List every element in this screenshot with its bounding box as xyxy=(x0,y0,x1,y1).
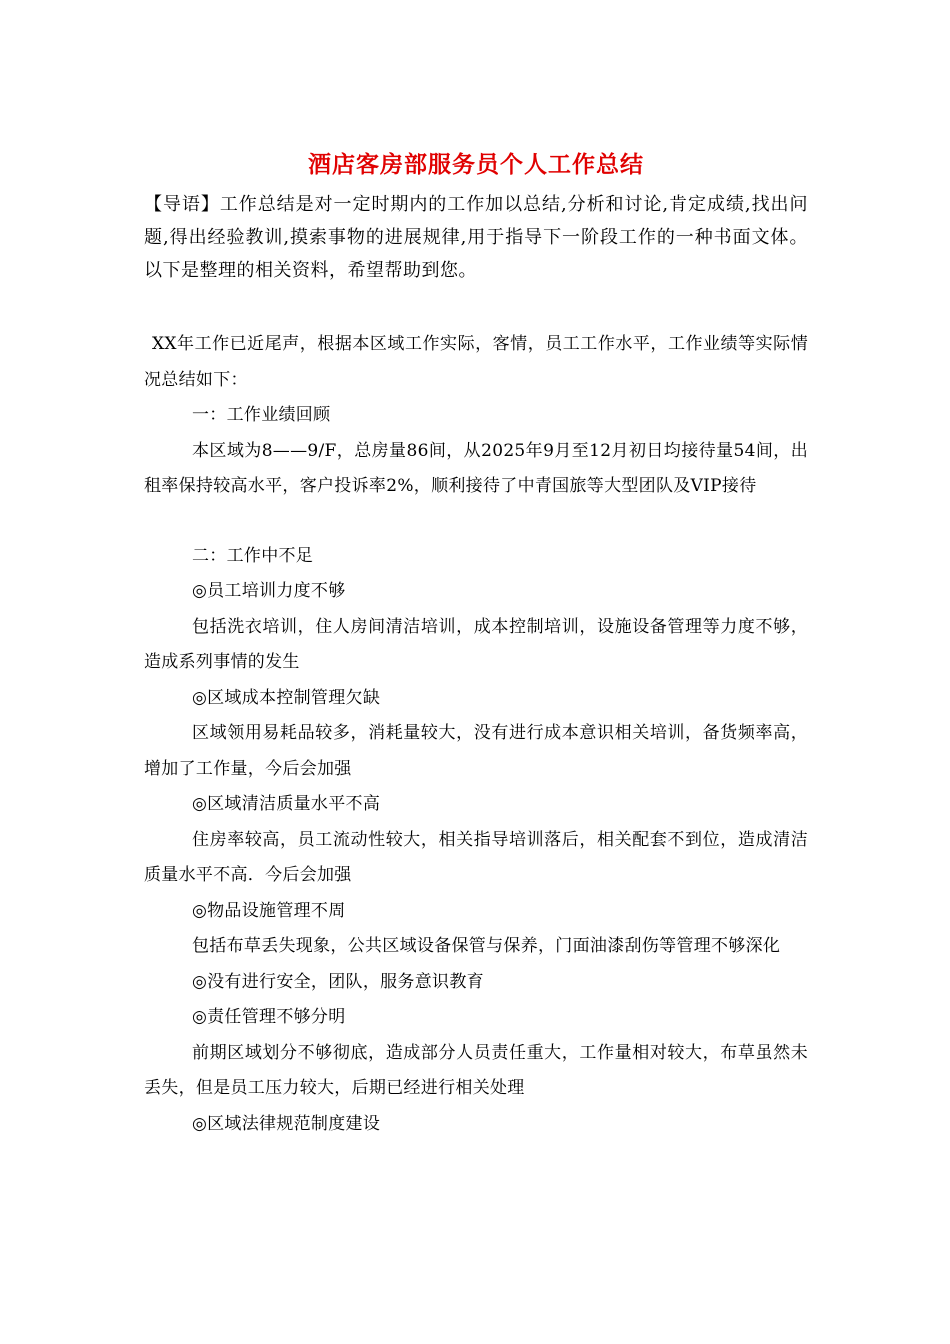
bullet-heading: ◎责任管理不够分明 xyxy=(192,1007,346,1027)
bullet-heading: ◎区域法律规范制度建设 xyxy=(192,1113,381,1134)
bullet-heading: ◎没有进行安全，团队，服务意识教育 xyxy=(192,971,484,992)
bullet-heading: ◎物品设施管理不周 xyxy=(192,900,346,921)
bullet-detail: 前期区域划分不够彻底，造成部分人员责任重大，工作量相对较大，布草虽然未丢失，但是员工压力较大，后期已经进行相关处理 xyxy=(144,1042,808,1098)
document-title: 酒店客房部服务员个人工作总结 xyxy=(308,151,644,178)
section-heading-shortcomings: 二：工作中不足 xyxy=(192,545,314,566)
spacer xyxy=(144,505,808,539)
bullet-detail: 包括布草丢失现象，公共区域设备保管与保养，门面油漆刮伤等管理不够深化 xyxy=(192,936,781,956)
summary-opening: XX年工作已近尾声，根据本区域工作实际，客情，员工工作水平，工作业绩等实际情况总结如下： xyxy=(144,334,808,390)
section-heading-achievements: 一：工作业绩回顾 xyxy=(192,405,331,425)
bullet-detail: 包括洗衣培训，住人房间清洁培训，成本控制培训，设施设备管理等力度不够，造成系列事情的发生 xyxy=(144,616,808,672)
document-page xyxy=(144,148,808,1142)
bullet-detail: 区域领用易耗品较多，消耗量较大，没有进行成本意识相关培训，备货频率高，增加了工作量，今后会加强 xyxy=(144,723,808,779)
achievements-paragraph: 本区域为8——9/F，总房量86间，从2025年9月至12月初日均接待量54间，出租率保持较高水平，客户投诉率2%，顺利接待了中青国旅等大型团队及VIP接待 xyxy=(144,440,808,496)
spacer xyxy=(144,287,808,327)
bullet-heading: ◎区域成本控制管理欠缺 xyxy=(192,687,381,708)
bullet-heading: ◎员工培训力度不够 xyxy=(192,581,346,601)
bullet-detail: 住房率较高，员工流动性较大，相关指导培训落后，相关配套不到位，造成清洁质量水平不高．今后会加强 xyxy=(144,829,808,885)
intro-paragraph: 【导语】工作总结是对一定时期内的工作加以总结,分析和讨论,肯定成绩,找出问题,得出经验教训,摸索事物的进展规律,用于指导下一阶段工作的一种书面文体。以下是整理的相关资料，希望帮助到您。 xyxy=(144,194,808,281)
bullet-heading: ◎区域清洁质量水平不高 xyxy=(192,794,381,814)
